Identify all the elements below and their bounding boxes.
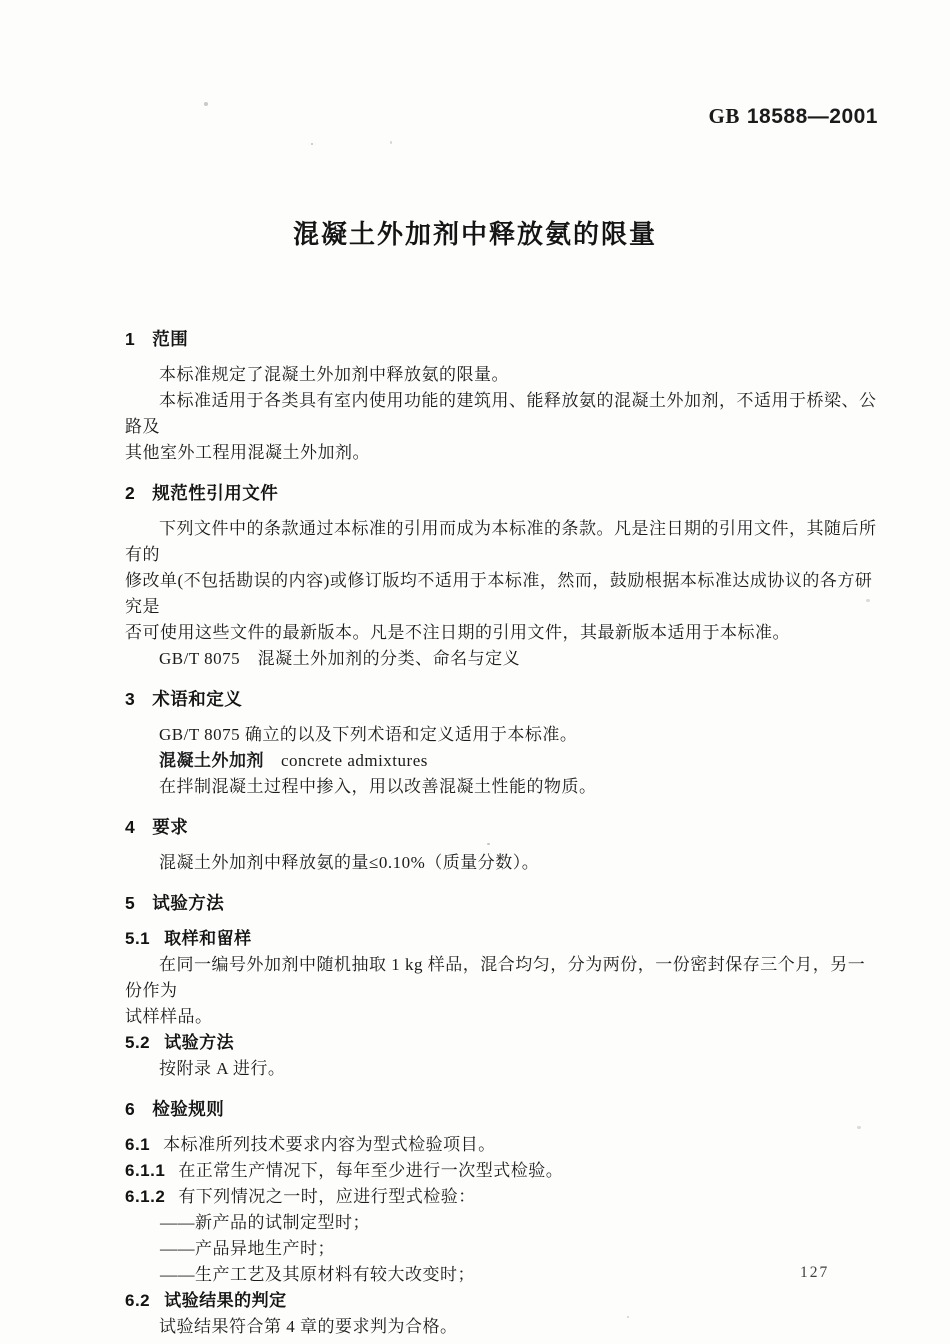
paragraph: [125, 952, 881, 1030]
sub-heading: [125, 926, 881, 952]
heading-title: 规范性引用文件: [152, 483, 279, 503]
clause-text: 有下列情况之一时，应进行型式检验：: [178, 1187, 476, 1206]
dash-item-text: ——新产品的试制定型时；: [160, 1213, 370, 1232]
paragraph: [125, 516, 881, 646]
clause: [125, 1158, 881, 1184]
text-line: 在同一编号外加剂中随机抽取 1 kg 样品，混合均匀，分为两份，一份密封保存三个月，另一份作为: [125, 955, 866, 1000]
section-heading: [125, 480, 881, 506]
paragraph: [125, 646, 881, 672]
heading-number: 5.2: [125, 1033, 151, 1052]
dash-item: [125, 1236, 881, 1262]
paragraph: [125, 722, 881, 748]
definition: [125, 748, 881, 774]
definition-term: 混凝土外加剂: [159, 751, 264, 770]
text-line: 下列文件中的条款通过本标准的引用而成为本标准的条款。凡是注日期的引用文件，其随后所有的: [125, 519, 877, 564]
paragraph: [125, 1314, 881, 1340]
section-heading: [125, 890, 881, 916]
scan-speckle: [866, 599, 870, 602]
heading-number: 4: [125, 817, 136, 837]
document-title: 混凝土外加剂中释放氨的限量: [292, 219, 657, 249]
heading-title: 要求: [152, 817, 189, 837]
text-line: 否可使用这些文件的最新版本。凡是不注日期的引用文件，其最新版本适用于本标准。: [125, 623, 790, 642]
heading-number: 6.2: [125, 1291, 151, 1310]
definition-term-english: concrete admixtures: [281, 751, 428, 770]
heading-title: 试验方法: [152, 893, 225, 913]
scan-speckle: [627, 1316, 629, 1318]
clause-text: 在正常生产情况下，每年至少进行一次型式检验。: [178, 1161, 564, 1180]
text-line: GB/T 8075 混凝土外加剂的分类、命名与定义: [159, 649, 521, 668]
paragraph: [125, 850, 881, 876]
text-line: 按附录 A 进行。: [159, 1059, 286, 1078]
text-line: 在拌制混凝土过程中掺入，用以改善混凝土性能的物质。: [159, 777, 597, 796]
clause-text: 本标准所列技术要求内容为型式检验项目。: [163, 1135, 496, 1154]
heading-title: 术语和定义: [152, 689, 243, 709]
heading-number: 3: [125, 689, 136, 709]
section-heading: [125, 814, 881, 840]
heading-title: 试验方法: [164, 1033, 235, 1052]
standard-code-prefix: GB: [708, 104, 740, 128]
heading-title: 取样和留样: [164, 929, 252, 948]
clause-number: 6.1.2: [125, 1187, 166, 1206]
text-line: 修改单(不包括勘误的内容)或修订版均不适用于本标准，然而，鼓励根据本标准达成协议的各方研究是: [125, 571, 873, 616]
scan-speckle: [204, 102, 208, 106]
dash-item: [125, 1262, 881, 1288]
text-line: GB/T 8075 确立的以及下列术语和定义适用于本标准。: [159, 725, 578, 744]
section-heading: [125, 686, 881, 712]
scan-speckle: [857, 1126, 861, 1129]
dash-item-text: ——产品异地生产时；: [160, 1239, 335, 1258]
heading-number: 5.1: [125, 929, 151, 948]
heading-number: 1: [125, 329, 136, 349]
standard-code-number: 18588—2001: [746, 105, 878, 128]
heading-title: 检验规则: [152, 1099, 225, 1119]
page-number: 127: [800, 1264, 830, 1281]
text-line: 其他室外工程用混凝土外加剂。: [125, 443, 370, 462]
standard-code: [709, 104, 878, 129]
paragraph: [125, 1056, 881, 1082]
text-line: 混凝土外加剂中释放氨的量≤0.10%（质量分数）。: [159, 853, 540, 872]
section-heading: [125, 326, 881, 352]
text-line: 本标准规定了混凝土外加剂中释放氨的限量。: [159, 365, 509, 384]
dash-item-text: ——生产工艺及其原材料有较大改变时；: [160, 1265, 475, 1284]
clause: [125, 1184, 881, 1210]
clause: [125, 1132, 881, 1158]
heading-title: 范围: [152, 329, 189, 349]
paragraph: [125, 362, 881, 388]
clause-number: 6.1.1: [125, 1161, 166, 1180]
document-body: [125, 312, 881, 1340]
scan-speckle: [311, 143, 313, 145]
sub-heading: [125, 1030, 881, 1056]
paragraph: [125, 388, 881, 466]
heading-number: 6: [125, 1099, 136, 1119]
heading-number: 5: [125, 893, 136, 913]
text-line: 本标准适用于各类具有室内使用功能的建筑用、能释放氨的混凝土外加剂，不适用于桥梁、公路及: [125, 391, 877, 436]
scan-speckle: [487, 843, 490, 845]
heading-title: 试验结果的判定: [164, 1291, 287, 1310]
section-heading: [125, 1096, 881, 1122]
heading-number: 2: [125, 483, 136, 503]
dash-item: [125, 1210, 881, 1236]
sub-heading: [125, 1288, 881, 1314]
text-line: 试样样品。: [125, 1007, 213, 1026]
text-line: 试验结果符合第 4 章的要求判为合格。: [159, 1317, 458, 1336]
paragraph: [125, 774, 881, 800]
clause-number: 6.1: [125, 1135, 151, 1154]
scan-speckle: [390, 141, 392, 144]
